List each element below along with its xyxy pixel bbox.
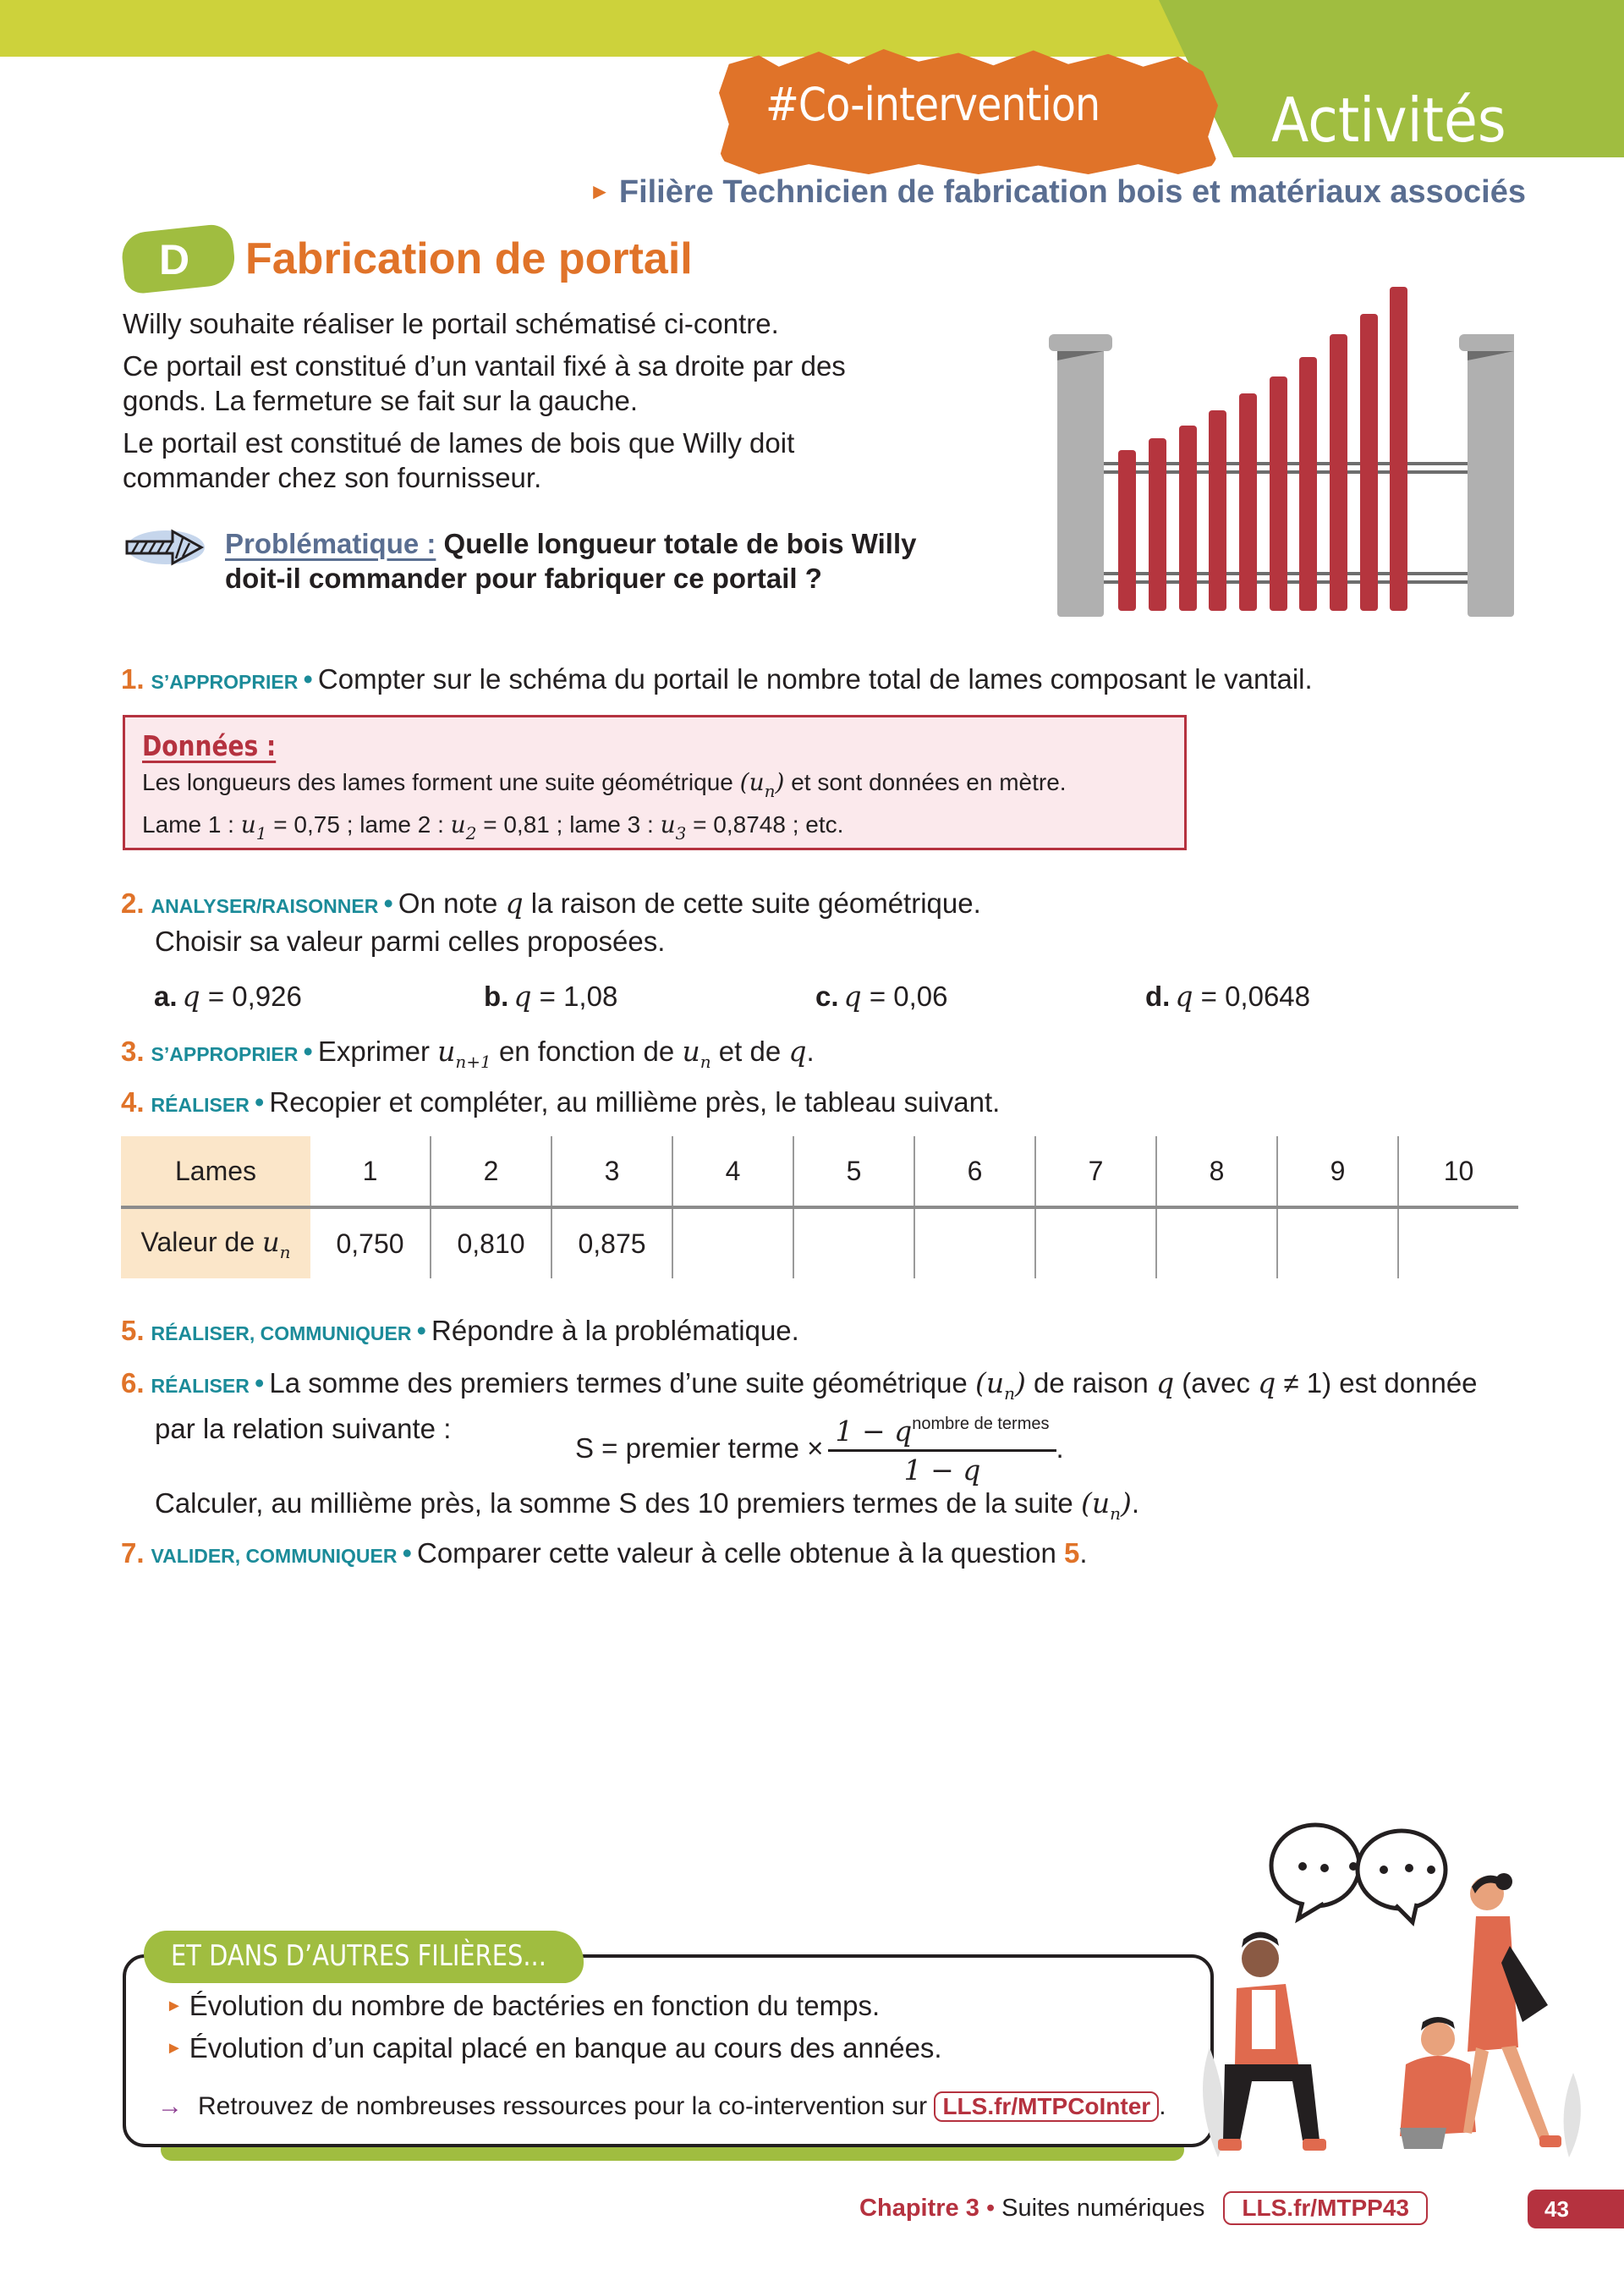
- page-number: 43: [1528, 2190, 1624, 2228]
- choice-a: a. q = 0,926: [154, 980, 302, 1013]
- table-cell: 3: [551, 1136, 672, 1207]
- question-text: Recopier et compléter, au millième près, le tableau suivant.: [269, 1086, 1001, 1118]
- table-cell: 0,750: [310, 1207, 431, 1278]
- u-symbol: u: [660, 811, 676, 838]
- question-7: [121, 1536, 1088, 1574]
- separator: •: [985, 2195, 996, 2222]
- table-cell: [793, 1207, 914, 1278]
- triangle-bullet-icon: ►: [589, 179, 611, 204]
- question-number: 2.: [121, 887, 145, 919]
- table-cell: 1: [310, 1136, 431, 1207]
- table-cell: [1156, 1207, 1277, 1278]
- question-2: [121, 886, 981, 959]
- intro-paragraph-2: Ce portail est constitué d’un vantail fixé à sa droite par des gonds. La fermeture se fait sur la gauche.: [123, 350, 846, 416]
- triangle-bullet-icon: ►: [166, 1997, 183, 2015]
- page-link[interactable]: LLS.fr/MTPP43: [1223, 2191, 1428, 2225]
- question-text: On note: [398, 887, 498, 919]
- donnees-text: Les longueurs des lames forment une suite géométrique: [142, 769, 733, 795]
- question-number: 6.: [121, 1367, 145, 1399]
- question-6-line-3: [155, 1486, 1139, 1531]
- punctuation: .: [806, 1036, 815, 1067]
- intro-paragraph-3: Le portail est constitué de lames de bois que Willy doit commander chez son fournisseur.: [123, 427, 795, 493]
- sequence-symbol: $(u_n)$: [739, 768, 785, 801]
- lame-value: = 0,8748 ; etc.: [693, 811, 844, 838]
- donnees-box: [123, 715, 1187, 850]
- hatched-arrow-icon: [123, 526, 208, 573]
- punctuation: .: [1159, 2092, 1166, 2120]
- question-1: [121, 662, 1313, 700]
- question-text: Calculer, au millième près, la somme S des 10 premiers termes de la suite: [155, 1487, 1073, 1519]
- table-cell: 0,875: [551, 1207, 672, 1278]
- formula-denominator: 1 − q: [903, 1453, 981, 1486]
- other-filieres-title: ET DANS D’AUTRES FILIÈRES...: [171, 1939, 546, 1973]
- table-header-lames: Lames: [121, 1136, 310, 1207]
- donnees-line-1: [142, 768, 1067, 801]
- bullet-dot: •: [402, 1537, 412, 1569]
- filiere-text: Filière Technicien de fabrication bois et matériaux associés: [618, 174, 1526, 210]
- question-text: Comparer cette valeur à celle obtenue à la question: [417, 1537, 1056, 1569]
- question-number: 4.: [121, 1086, 145, 1118]
- table-cell: [1398, 1207, 1518, 1278]
- speech-bubble-icon: [1271, 1825, 1446, 1922]
- sequence-symbol: $(u_n)$: [974, 1366, 1026, 1404]
- skill-label: VALIDER, COMMUNIQUER: [151, 1545, 398, 1567]
- q-symbol: q: [1258, 1366, 1276, 1399]
- table-row-valeurs: [121, 1207, 1518, 1278]
- lame-label: lame 2 :: [359, 811, 444, 838]
- table-cell: 8: [1156, 1136, 1277, 1207]
- bullet-dot: •: [254, 1367, 265, 1399]
- bullet-dot: •: [303, 663, 313, 695]
- triangle-bullet-icon: ►: [166, 2039, 183, 2058]
- question-text: en fonction de: [498, 1036, 675, 1067]
- table-cell: 6: [914, 1136, 1035, 1207]
- choice-c: c. q = 0,06: [815, 980, 948, 1013]
- table-cell: [1277, 1207, 1398, 1278]
- activity-title: Fabrication de portail: [245, 234, 693, 283]
- table-cell: [1035, 1207, 1156, 1278]
- u-symbol: u: [450, 811, 466, 838]
- problematique: [225, 526, 919, 596]
- filiere-line: [589, 174, 1526, 211]
- question-number: 5.: [121, 1315, 145, 1346]
- co-intervention-tag: #Co-intervention: [765, 78, 1100, 131]
- formula-lhs: S = premier terme ×: [575, 1432, 824, 1464]
- question-text: la raison de cette suite géométrique.: [530, 887, 981, 919]
- punctuation: .: [1131, 1487, 1140, 1519]
- table-cell: 2: [431, 1136, 551, 1207]
- skill-label: RÉALISER: [151, 1375, 250, 1397]
- values-table: [121, 1136, 1518, 1278]
- formula-numerator: $1 - q^{nombre de termes}$: [828, 1415, 1056, 1452]
- co-inter-link[interactable]: LLS.fr/MTPCoInter: [934, 2091, 1159, 2122]
- question-5: [121, 1313, 799, 1351]
- header-band-light: [0, 0, 1218, 57]
- skill-label: S’APPROPRIER: [151, 671, 299, 693]
- table-header-valeur: Valeur de $u_n$: [121, 1207, 310, 1278]
- question-text: Exprimer: [317, 1036, 430, 1067]
- resource-text: Retrouvez de nombreuses ressources pour la co-intervention sur: [198, 2092, 928, 2120]
- lame-label: Lame 1 :: [142, 811, 234, 838]
- table-cell: 10: [1398, 1136, 1518, 1207]
- question-text-line-2: Choisir sa valeur parmi celles proposées.: [155, 926, 666, 957]
- donnees-title: Données :: [142, 729, 277, 762]
- bullet-dot: •: [303, 1036, 313, 1067]
- other-filieres-item: ► Évolution d’un capital placé en banque au cours des années.: [166, 2032, 942, 2063]
- punctuation: .: [1056, 1432, 1064, 1464]
- gate-diagram: [1040, 275, 1514, 635]
- table-cell: 4: [672, 1136, 793, 1207]
- q-symbol: q: [505, 887, 524, 920]
- table-cell: 0,810: [431, 1207, 551, 1278]
- choice-b: b. q = 1,08: [484, 980, 618, 1013]
- lame-value: = 0,75 ;: [273, 811, 354, 838]
- chapter-label: Chapitre 3: [859, 2195, 979, 2222]
- other-filieres-item: ► Évolution du nombre de bactéries en fonction du temps.: [166, 1990, 881, 2021]
- skill-label: ANALYSER/RAISONNER: [151, 895, 379, 917]
- formula-fraction: [828, 1415, 1056, 1486]
- bullet-dot: •: [254, 1086, 265, 1118]
- subscript: n+1: [455, 1052, 491, 1072]
- question-4: [121, 1085, 1000, 1123]
- lame-value: = 0,81 ;: [483, 811, 563, 838]
- question-reference: 5: [1063, 1537, 1080, 1569]
- donnees-line-2: [142, 811, 843, 844]
- question-text: de raison: [1034, 1367, 1149, 1399]
- punctuation: .: [1079, 1537, 1088, 1569]
- u-symbol: u: [240, 811, 256, 838]
- choice-d: d. q = 0,0648: [1145, 980, 1310, 1013]
- table-cell: 7: [1035, 1136, 1156, 1207]
- bullet-dot: •: [383, 887, 393, 919]
- section-label: Activités: [1271, 85, 1506, 156]
- chapter-topic: Suites numériques: [1001, 2195, 1205, 2222]
- problematique-label: Problématique :: [225, 528, 436, 559]
- question-text: ≠ 1) est donnée: [1283, 1367, 1478, 1399]
- question-number: 3.: [121, 1036, 145, 1067]
- table-row-lames: [121, 1136, 1518, 1207]
- skill-label: RÉALISER, COMMUNIQUER: [151, 1322, 412, 1344]
- u-symbol: u: [682, 1035, 700, 1068]
- skill-label: S’APPROPRIER: [151, 1043, 299, 1065]
- question-3: [121, 1034, 815, 1080]
- question-text: Compter sur le schéma du portail le nombre total de lames composant le vantail.: [317, 663, 1313, 695]
- bullet-dot: •: [416, 1315, 427, 1346]
- question-text: Répondre à la problématique.: [431, 1315, 799, 1346]
- question-text-line-2: par la relation suivante :: [155, 1413, 452, 1444]
- subscript: n: [700, 1052, 711, 1072]
- donnees-text: et sont données en mètre.: [791, 769, 1067, 795]
- q-symbol: q: [788, 1035, 807, 1068]
- subscript: 1: [255, 823, 267, 844]
- resource-line: [157, 2091, 1166, 2122]
- table-cell: [914, 1207, 1035, 1278]
- subscript: 2: [465, 823, 477, 844]
- activity-letter: D: [159, 236, 190, 283]
- u-symbol: u: [437, 1035, 456, 1068]
- intro-paragraph-1: Willy souhaite réaliser le portail schématisé ci-contre.: [123, 308, 779, 339]
- sum-formula: [575, 1415, 1064, 1486]
- question-number: 7.: [121, 1537, 145, 1569]
- question-text: (avec: [1182, 1367, 1250, 1399]
- question-number: 1.: [121, 663, 145, 695]
- problematique-question: Quelle longueur totale de bois Willy doit-il commander pour fabriquer ce portail ?: [225, 528, 917, 594]
- sequence-symbol: $(u_n)$: [1080, 1486, 1132, 1524]
- table-cell: 5: [793, 1136, 914, 1207]
- lame-label: lame 3 :: [569, 811, 654, 838]
- question-text: La somme des premiers termes d’une suite géométrique: [269, 1367, 968, 1399]
- people-chatting-illustration: [1184, 1794, 1624, 2187]
- arrow-right-icon: →: [157, 2092, 183, 2120]
- footer: [859, 2191, 1428, 2225]
- q-symbol: q: [1155, 1366, 1175, 1399]
- subscript: 3: [675, 823, 687, 844]
- table-cell: 9: [1277, 1136, 1398, 1207]
- table-cell: [672, 1207, 793, 1278]
- question-text: et de: [718, 1036, 782, 1067]
- skill-label: RÉALISER: [151, 1094, 250, 1116]
